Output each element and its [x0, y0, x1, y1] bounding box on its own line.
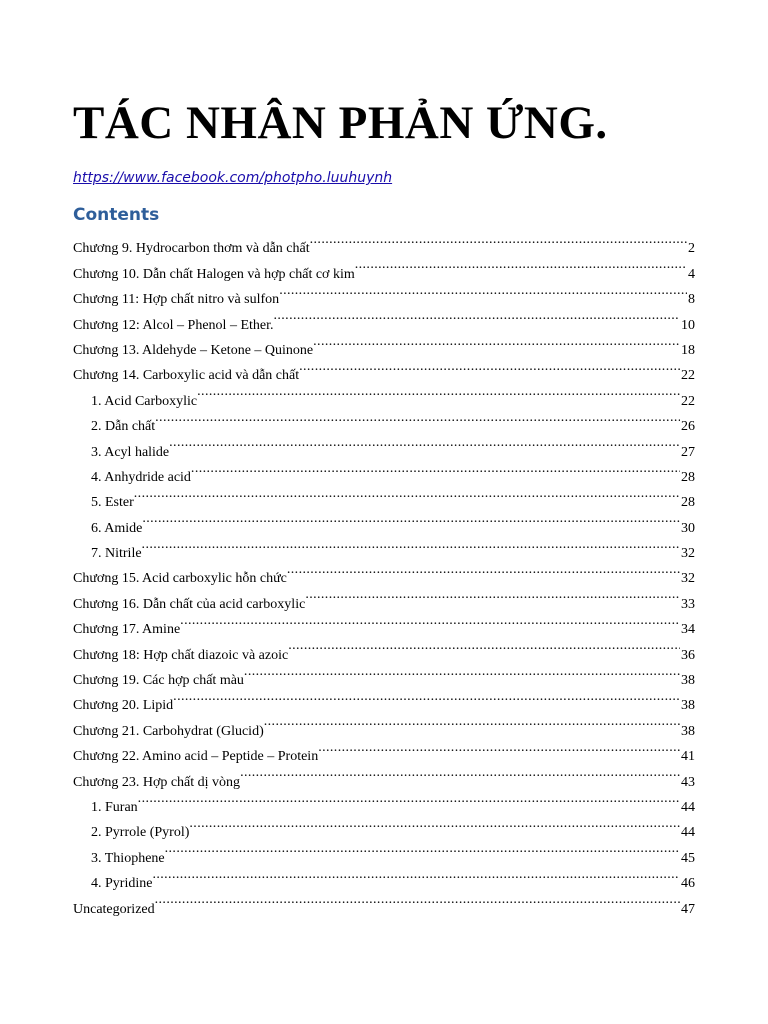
- toc-entry-page: 18: [681, 342, 695, 358]
- toc-dot-leader: [279, 278, 687, 303]
- toc-entry-label: Chương 17. Amine: [73, 622, 181, 638]
- table-of-contents: [73, 227, 695, 917]
- toc-entry-page: 44: [681, 799, 695, 815]
- toc-dot-leader: [173, 684, 680, 709]
- toc-entry[interactable]: [73, 786, 695, 815]
- toc-entry-page: 33: [681, 596, 695, 612]
- toc-entry-page: 38: [681, 673, 695, 689]
- toc-dot-leader: [134, 481, 680, 506]
- toc-dot-leader: [355, 252, 687, 277]
- page-title: TÁC NHÂN PHẢN ỨNG.: [73, 97, 608, 149]
- toc-entry-page: 4: [688, 266, 695, 282]
- toc-entry-label: Chương 12: Alcol – Phenol – Ether.: [73, 317, 274, 333]
- toc-entry[interactable]: [73, 557, 695, 587]
- toc-entry-label: Chương 9. Hydrocarbon thơm và dẫn chất: [73, 241, 310, 257]
- toc-entry-label: 1. Furan: [91, 799, 138, 815]
- toc-entry-label: 3. Acyl halide: [91, 444, 170, 460]
- toc-entry-page: 44: [681, 825, 695, 841]
- toc-entry-label: 1. Acid Carboxylic: [91, 393, 198, 409]
- toc-entry-page: 8: [688, 292, 695, 308]
- toc-dot-leader: [197, 379, 680, 404]
- toc-entry-page: 27: [681, 444, 695, 460]
- toc-entry-label: 4. Anhydride acid: [91, 469, 191, 485]
- toc-entry-label: Chương 16. Dẫn chất của acid carboxylic: [73, 596, 306, 612]
- toc-entry-label: Chương 11: Hợp chất nitro và sulfon: [73, 292, 280, 308]
- toc-entry-label: Chương 21. Carbohydrat (Glucid): [73, 723, 264, 739]
- toc-dot-leader: [313, 329, 680, 354]
- toc-dot-leader: [191, 456, 680, 481]
- toc-entry-page: 32: [681, 546, 695, 562]
- toc-entry-page: 22: [681, 393, 695, 409]
- toc-entry-page: 36: [681, 647, 695, 663]
- toc-dot-leader: [169, 430, 680, 455]
- toc-entry-page: 47: [681, 901, 695, 917]
- toc-dot-leader: [180, 608, 680, 633]
- toc-entry[interactable]: [73, 430, 695, 460]
- toc-entry-page: 26: [681, 419, 695, 435]
- toc-entry-page: 2: [688, 241, 695, 257]
- toc-entry[interactable]: [73, 481, 695, 511]
- toc-entry-page: 28: [681, 469, 695, 485]
- toc-entry[interactable]: [73, 811, 695, 841]
- toc-entry-label: Chương 23. Hợp chất dị vòng: [73, 774, 241, 790]
- toc-dot-leader: [299, 354, 680, 379]
- toc-entry-page: 38: [681, 723, 695, 739]
- toc-heading: Contents: [73, 205, 160, 225]
- toc-entry-page: 10: [681, 317, 695, 333]
- toc-entry-label: Uncategorized: [73, 901, 155, 917]
- toc-entry-page: 32: [681, 571, 695, 587]
- toc-entry-label: 6. Amide: [91, 520, 143, 536]
- toc-entry-label: Chương 22. Amino acid – Peptide – Protein: [73, 749, 319, 765]
- toc-entry-page: 41: [681, 749, 695, 765]
- toc-dot-leader: [273, 303, 680, 328]
- toc-entry-page: 46: [681, 876, 695, 892]
- toc-dot-leader: [288, 633, 680, 658]
- toc-dot-leader: [155, 887, 680, 912]
- toc-dot-leader: [138, 786, 680, 811]
- toc-dot-leader: [310, 227, 687, 252]
- toc-entry-label: Chương 18: Hợp chất diazoic và azoic: [73, 647, 289, 663]
- toc-entry-label: Chương 13. Aldehyde – Ketone – Quinone: [73, 342, 314, 358]
- toc-dot-leader: [244, 659, 680, 684]
- toc-entry[interactable]: [73, 532, 695, 562]
- toc-entry-page: 34: [681, 622, 695, 638]
- toc-entry[interactable]: [73, 887, 695, 917]
- toc-entry[interactable]: [73, 506, 695, 536]
- toc-dot-leader: [152, 862, 680, 887]
- toc-entry-label: 7. Nitrile: [91, 546, 142, 562]
- toc-dot-leader: [287, 557, 680, 582]
- facebook-link[interactable]: https://www.facebook.com/photpho.luuhuynh: [73, 170, 393, 186]
- toc-dot-leader: [189, 811, 680, 836]
- toc-entry-label: 2. Dẫn chất: [91, 419, 156, 435]
- toc-entry-label: 3. Thiophene: [91, 850, 165, 866]
- toc-entry[interactable]: [73, 227, 695, 257]
- toc-dot-leader: [264, 709, 680, 734]
- toc-entry-label: Chương 15. Acid carboxylic hỗn chức: [73, 571, 287, 587]
- toc-entry-page: 43: [681, 774, 695, 790]
- toc-entry-page: 28: [681, 495, 695, 511]
- toc-dot-leader: [305, 582, 680, 607]
- toc-dot-leader: [142, 506, 680, 531]
- toc-dot-leader: [240, 760, 680, 785]
- toc-entry-label: Chương 10. Dẫn chất Halogen và hợp chất cơ kim: [73, 266, 355, 282]
- toc-entry-page: 22: [681, 368, 695, 384]
- toc-entry[interactable]: [73, 862, 695, 892]
- toc-entry-page: 45: [681, 850, 695, 866]
- toc-dot-leader: [155, 405, 680, 430]
- toc-entry[interactable]: [73, 405, 695, 435]
- toc-entry-label: 4. Pyridine: [91, 876, 153, 892]
- toc-entry-label: 2. Pyrrole (Pyrol): [91, 825, 190, 841]
- toc-entry-label: Chương 20. Lipid: [73, 698, 174, 714]
- toc-entry-page: 38: [681, 698, 695, 714]
- toc-entry-label: 5. Ester: [91, 495, 134, 511]
- toc-entry-page: 30: [681, 520, 695, 536]
- toc-entry-label: Chương 14. Carboxylic acid và dẫn chất: [73, 368, 300, 384]
- toc-entry[interactable]: [73, 836, 695, 866]
- toc-dot-leader: [318, 735, 680, 760]
- toc-entry-label: Chương 19. Các hợp chất màu: [73, 673, 244, 689]
- toc-dot-leader: [165, 836, 680, 861]
- toc-dot-leader: [142, 532, 680, 557]
